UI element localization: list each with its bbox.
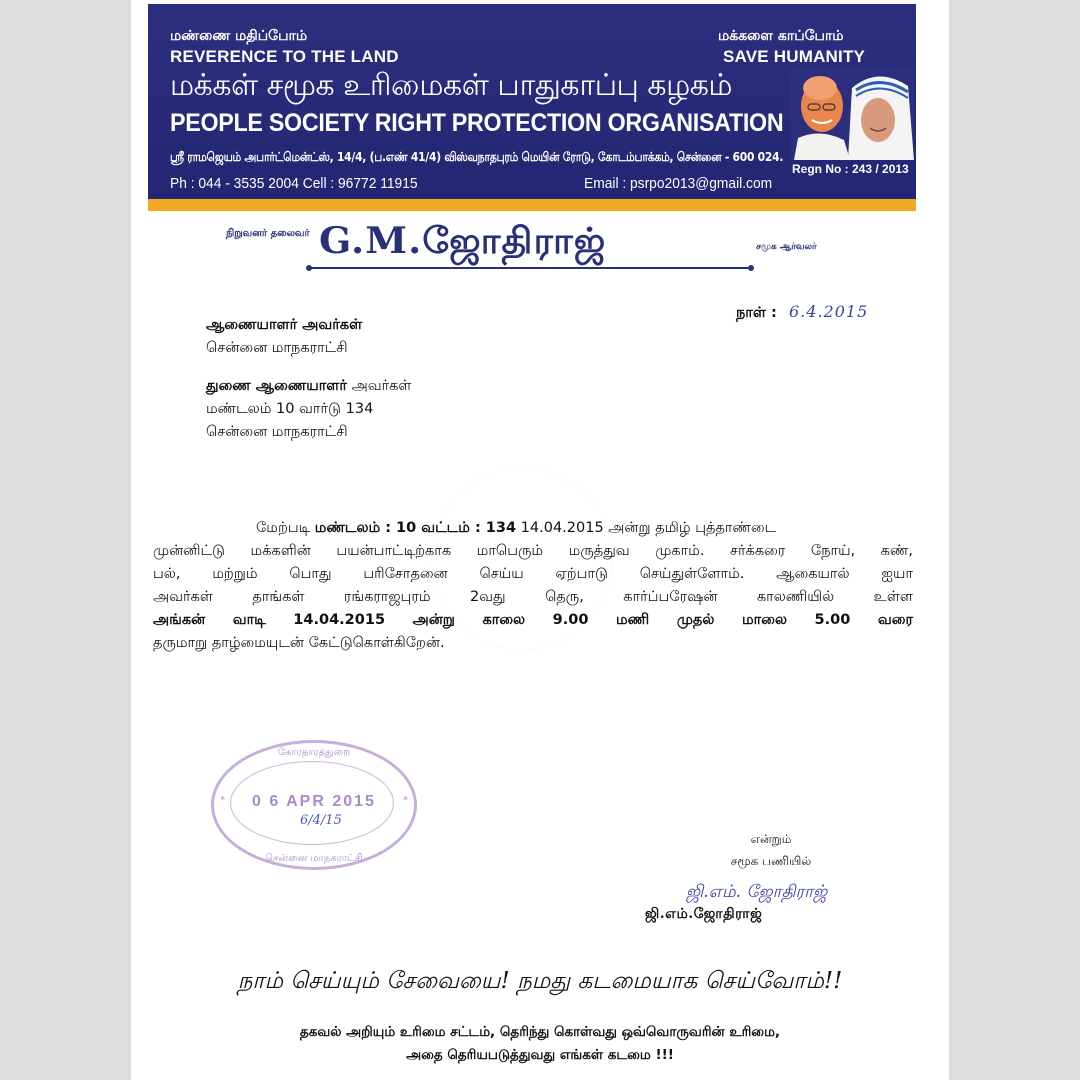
recipient-1-title: ஆணையாளர் அவர்கள் bbox=[206, 317, 363, 333]
letterhead-banner bbox=[148, 4, 916, 200]
registration-number: Regn No : 243 / 2013 bbox=[792, 162, 909, 176]
org-email: Email : psrpo2013@gmail.com bbox=[584, 175, 773, 192]
stamp-top-text: கோரதாரத்துறை bbox=[277, 747, 351, 758]
body-line-5: அங்கன் வாடி 14.04.2015 அன்று காலை 9.00 மணி முதல் மாலை 5.00 வரை bbox=[153, 612, 913, 628]
stamp-star-left-icon: * bbox=[220, 795, 225, 806]
founder-divider bbox=[309, 267, 751, 269]
recipient-2-title-bold: துணை ஆணையாளர் bbox=[206, 378, 347, 394]
recipient-2-title-rest: அவர்கள் bbox=[346, 378, 412, 394]
body-line-1-post: 14.04.2015 அன்று தமிழ் புத்தாண்டை bbox=[516, 520, 777, 536]
tagline-left-english: REVERENCE TO THE LAND bbox=[170, 47, 399, 66]
divider-dot-left bbox=[306, 265, 312, 271]
tagline-right-english: SAVE HUMANITY bbox=[723, 47, 866, 66]
founder-role: சமூக ஆர்வலர் bbox=[756, 242, 817, 252]
org-name-english: PEOPLE SOCIETY RIGHT PROTECTION ORGANISATION bbox=[170, 109, 784, 137]
date-label: நாள் : bbox=[736, 305, 777, 321]
tagline-right-tamil: மக்களை காப்போம் bbox=[718, 28, 844, 44]
footer-motto: நாம் செய்யும் சேவையை! நமது கடமையாக செய்வோம்!! bbox=[237, 968, 843, 994]
closing-line-2: சமூக பணியில் bbox=[730, 854, 812, 868]
org-phone: Ph : 044 - 3535 2004 Cell : 96772 11915 bbox=[170, 175, 418, 192]
footer-line-2: அதை தெரியபடுத்துவது எங்கள் கடமை !!! bbox=[406, 1047, 674, 1063]
divider-dot-right bbox=[748, 265, 754, 271]
body-line-2: முன்னிட்டு மக்களின் பயன்பாட்டிற்காக மாபெரும் மருத்துவ முகாம். சர்க்கரை நோய், கண், bbox=[153, 543, 913, 559]
received-stamp bbox=[211, 740, 417, 870]
portraits-image bbox=[790, 68, 914, 160]
recipient-1 bbox=[206, 314, 362, 360]
closing-line-1: என்றும் bbox=[750, 832, 792, 846]
recipient-1-line: சென்னை மாநகராட்சி bbox=[206, 340, 348, 356]
founder-header bbox=[131, 220, 949, 280]
recipient-2 bbox=[206, 375, 412, 444]
footer-line-1: தகவல் அறியும் உரிமை சட்டம், தெரிந்து கொள்வது ஒவ்வொருவரின் உரிமை, bbox=[299, 1024, 781, 1040]
org-address: ஸ்ரீ ராமஜெயம் அபார்ட்மென்ட்ஸ், 14/4, (ப.எண் 41/4) விஸ்வநாதபுரம் மெயின் ரோடு, கோடம்பாக்கம், சென்னை - 600 024. bbox=[170, 149, 784, 164]
letter-page bbox=[131, 0, 949, 1080]
gandhi-teresa-portrait-icon bbox=[790, 68, 914, 160]
recipient-2-title bbox=[206, 375, 412, 398]
founder-title: நிறுவனர் தலைவர் bbox=[226, 228, 310, 239]
date-handwritten: 6.4.2015 bbox=[789, 302, 869, 321]
stamp-handwritten-note: 6/4/15 bbox=[300, 813, 342, 828]
body-line-3: பல், மற்றும் பொது பரிசோதனை செய்ய ஏற்பாடு செய்துள்ளோம். ஆகையால் ஐயா bbox=[153, 566, 913, 582]
founder-name: G.M.ஜோதிராஜ் bbox=[319, 220, 607, 262]
org-name-tamil: மக்கள் சமூக உரிமைகள் பாதுகாப்பு கழகம் bbox=[170, 68, 733, 103]
stamp-date: 0 6 APR 2015 bbox=[252, 793, 376, 810]
recipient-2-line-2: சென்னை மாநகராட்சி bbox=[206, 424, 348, 440]
body-line-1 bbox=[153, 517, 913, 540]
signatory-name: ஜி.எம்.ஜோதிராஜ் bbox=[645, 906, 763, 922]
letterhead-orange-band bbox=[148, 199, 916, 211]
body-line-1-bold: மண்டலம் : 10 வட்டம் : 134 bbox=[314, 520, 517, 536]
recipient-2-line-1: மண்டலம் 10 வார்டு 134 bbox=[206, 401, 374, 417]
signature-handwritten: ஜி.எம். ஜோதிராஜ் bbox=[686, 882, 828, 902]
stamp-star-right-icon: * bbox=[403, 795, 408, 806]
body-line-4: அவர்கள் தாங்கள் ரங்கராஜபுரம் 2வது தெரு, கார்ப்பரேஷன் காலணியில் உள்ள bbox=[153, 589, 913, 605]
body-line-6: தருமாறு தாழ்மையுடன் கேட்டுகொள்கிறேன். bbox=[153, 635, 445, 651]
letter-body bbox=[153, 517, 913, 655]
stamp-bottom-text: சென்னை மாநகராட்சி bbox=[265, 853, 363, 864]
tagline-left-tamil: மண்ணை மதிப்போம் bbox=[170, 28, 308, 44]
body-line-1-pre: மேற்படி bbox=[256, 520, 315, 536]
